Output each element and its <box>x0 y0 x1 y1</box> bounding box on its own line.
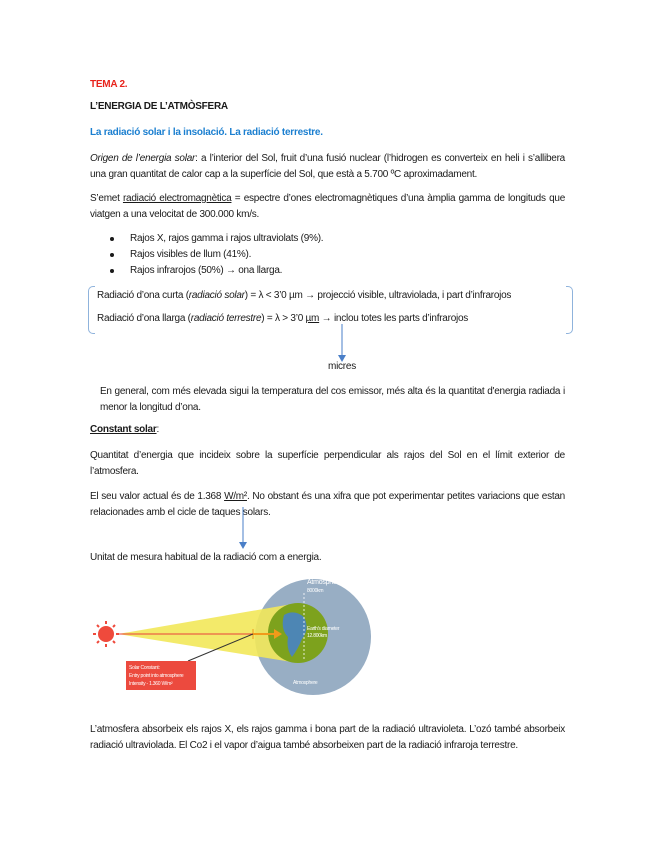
constant-value-paragraph <box>90 489 565 520</box>
list-item-text: Rajos infrarojos (50%) → ona llarga. <box>130 265 283 276</box>
text: . No obstant és una xifra que pot experimentar petites variacions que estan relacionades amb el cicle de taques solars. <box>90 491 565 518</box>
unit: µm <box>289 290 303 301</box>
text: Radiació d’ona llarga ( <box>97 313 191 324</box>
absorption-paragraph: L’atmosfera absorbeix els rajos X, els rajos gamma i bona part de la radiació ultravioleta. L’ozó també absorbeix radiació ultraviolada. El Co2 i el vapor d’aigua també absorbeixen part de la radiació infraroja terrestre. <box>90 724 565 751</box>
left-bracket <box>88 286 95 334</box>
text: Radiació d’ona curta ( <box>97 290 189 301</box>
emission-paragraph <box>90 191 565 222</box>
text: : <box>156 424 160 435</box>
unit-note: Unitat de mesura habitual de la radiació com a energia. <box>90 552 322 563</box>
text: → projecció visible, ultraviolada, i part d’infrarojos <box>302 290 512 301</box>
box-line: Intensity - 1.360 W/m² <box>129 681 173 687</box>
box-line: Entry point into atmosphere <box>129 673 184 679</box>
box-title: Solar Constant: <box>129 665 160 671</box>
text: radiació terrestre <box>190 313 262 324</box>
atmosphere-label: Atmosphere <box>307 579 343 586</box>
unit: W/m² <box>224 491 247 502</box>
origin-label: Origen de l’energia solar <box>90 153 196 164</box>
text: → inclou totes les parts d’infrarojos <box>319 313 469 324</box>
short-wave-line <box>97 290 511 302</box>
sun-icon <box>93 621 119 647</box>
atmosphere-km: 8000km <box>307 588 324 594</box>
emission-text: = espectre d’ones electromagnètiques d’una àmplia gamma de longituds que viatgen a una velocitat de 300.000 km/s. <box>90 193 565 220</box>
arrow-down-icon <box>336 324 348 364</box>
arrow-down-icon <box>237 507 249 551</box>
page-title: TEMA 2. <box>90 79 128 90</box>
origin-paragraph <box>90 151 565 182</box>
text: ) = λ < 3’0 <box>244 290 290 301</box>
constant-definition: Quantitat d’energia que incideix sobre la superfície perpendicular als rajos del Sol en el límit exterior de l’atmosfera. <box>90 450 565 477</box>
bullet-icon <box>110 253 114 257</box>
section-heading: La radiació solar i la insolació. La radiació terrestre. <box>90 127 323 138</box>
list-item-text: Rajos X, rajos gamma i rajos ultraviolats (9%). <box>130 233 324 244</box>
right-bracket <box>566 286 573 334</box>
earth-diameter-label: Earth's diameter <box>307 626 340 632</box>
constant-heading-line <box>90 424 159 436</box>
text: ) = λ > 3’0 <box>261 313 306 324</box>
unit: µm <box>305 313 320 324</box>
micres-note: micres <box>328 361 356 372</box>
chapter-title: L’ENERGIA DE L’ATMÒSFERA <box>90 101 228 112</box>
list-item-text: Rajos visibles de llum (41%). <box>130 249 252 260</box>
long-wave-line <box>97 313 468 325</box>
emission-prefix: S’emet <box>90 193 123 204</box>
emission-term: radiació electromagnètica <box>122 193 232 204</box>
constant-heading: Constant solar <box>90 424 157 435</box>
atmosphere-label: Atmosphere <box>293 680 318 686</box>
solar-constant-diagram <box>88 573 383 705</box>
text: El seu valor actual és de 1.368 <box>90 491 225 502</box>
earth-diameter-km: 12.800km <box>307 633 327 639</box>
bullet-icon <box>110 237 114 241</box>
origin-text: : a l’interior del Sol, fruit d’una fusió nuclear (l’hidrogen es converteix en heli i s’allibera una gran quantitat de calor cap a la superfície del Sol, que està a 5.700 ºC aproximadament. <box>90 153 565 180</box>
text: radiació solar <box>188 290 245 301</box>
bullet-icon <box>110 269 114 273</box>
general-paragraph: En general, com més elevada sigui la temperatura del cos emissor, més alta és la quantitat d'energia radiada i menor la longitud d’ona. <box>100 386 565 413</box>
